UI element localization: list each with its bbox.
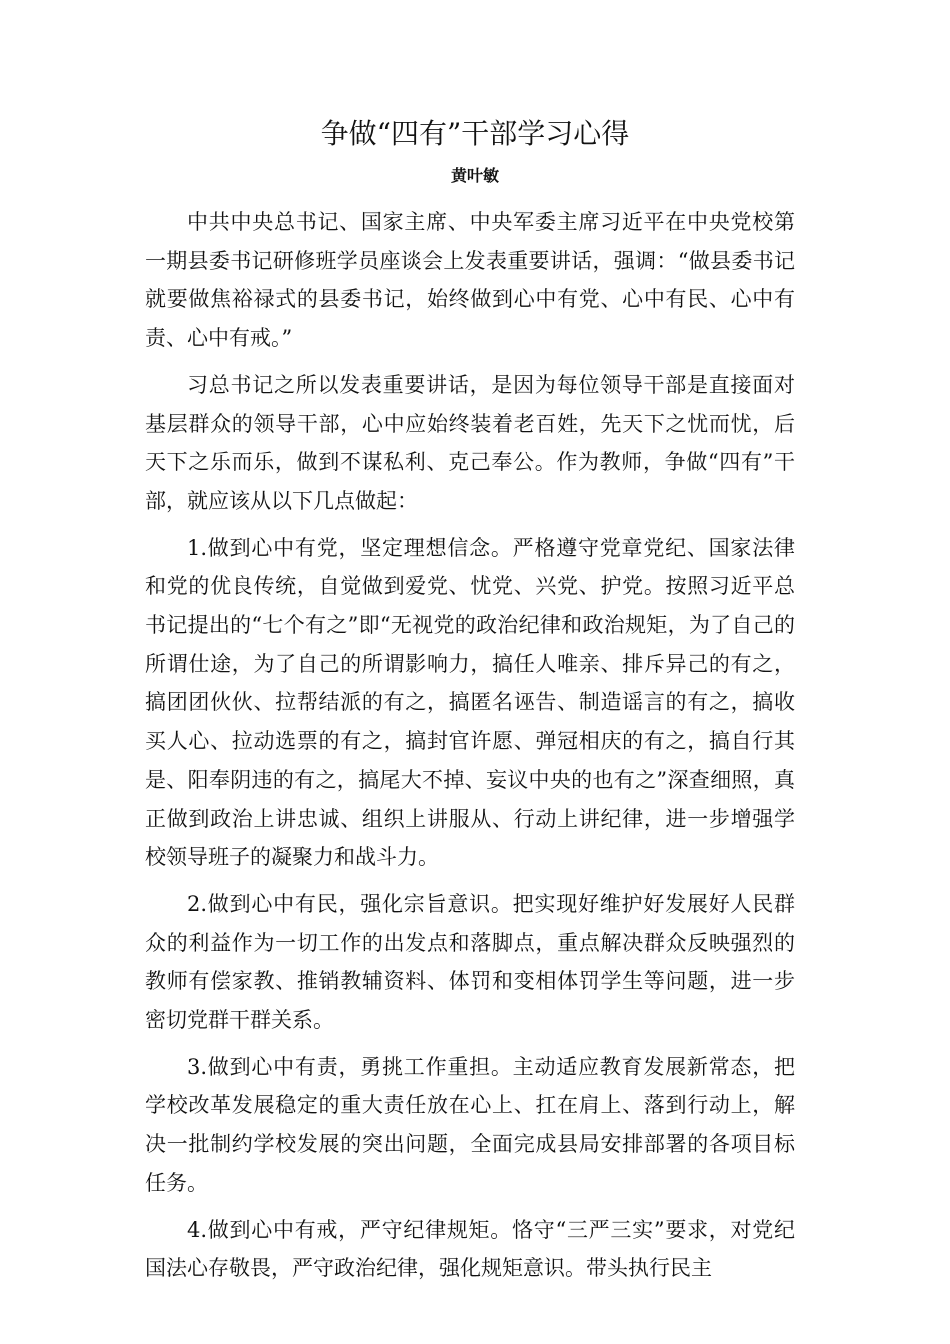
body-paragraph: 2.做到心中有民，强化宗旨意识。把实现好维护好发展好人民群众的利益作为一切工作的出发点和落脚点，重点解决群众反映强烈的教师有偿家教、推销教辅资料、体罚和变相体罚学生等问题，进一步密切党群干群关系。 — [145, 891, 795, 1033]
body-paragraph: 4.做到心中有戒，严守纪律规矩。恪守“三严三实”要求，对党纪国法心存敬畏，严守政治纪律，强化规矩意识。带头执行民主 — [145, 1217, 795, 1281]
body-paragraph: 中共中央总书记、国家主席、中央军委主席习近平在中央党校第一期县委书记研修班学员座谈会上发表重要讲话，强调：“做县委书记就要做焦裕禄式的县委书记，始终做到心中有党、心中有民、心中有责、心中有戒。” — [145, 210, 795, 351]
document-title: 争做“四有”干部学习心得 — [320, 117, 630, 150]
body-paragraph: 3.做到心中有责，勇挑工作重担。主动适应教育发展新常态，把学校改革发展稳定的重大责任放在心上、扛在肩上、落到行动上，解决一批制约学校发展的突出问题，全面完成县局安排部署的各项目标任务。 — [145, 1054, 795, 1195]
document-author: 黄叶敏 — [450, 166, 499, 185]
body-paragraph: 习总书记之所以发表重要讲话，是因为每位领导干部是直接面对基层群众的领导干部，心中应始终装着老百姓，先天下之忧而忧，后天下之乐而乐，做到不谋私利、克己奉公。作为教师，争做“四有”干部，就应该从以下几点做起： — [145, 372, 795, 513]
body-paragraph: 1.做到心中有党，坚定理想信念。严格遵守党章党纪、国家法律和党的优良传统，自觉做到爱党、忧党、兴党、护党。按照习近平总书记提出的“七个有之”即“无视党的政治纪律和政治规矩，为了自己的所谓仕途，为了自己的所谓影响力，搞任人唯亲、排斥异己的有之，搞团团伙伙、拉帮结派的有之，搞匿名诬告、制造谣言的有之，搞收买人心、拉动选票的有之，搞封官许愿、弹冠相庆的有之，搞自行其是、阳奉阴违的有之，搞尾大不掉、妄议中央的也有之”深查细照，真正做到政治上讲忠诚、组织上讲服从、行动上讲纪律，进一步增强学校领导班子的凝聚力和战斗力。 — [145, 535, 795, 870]
document-body — [145, 203, 795, 1288]
